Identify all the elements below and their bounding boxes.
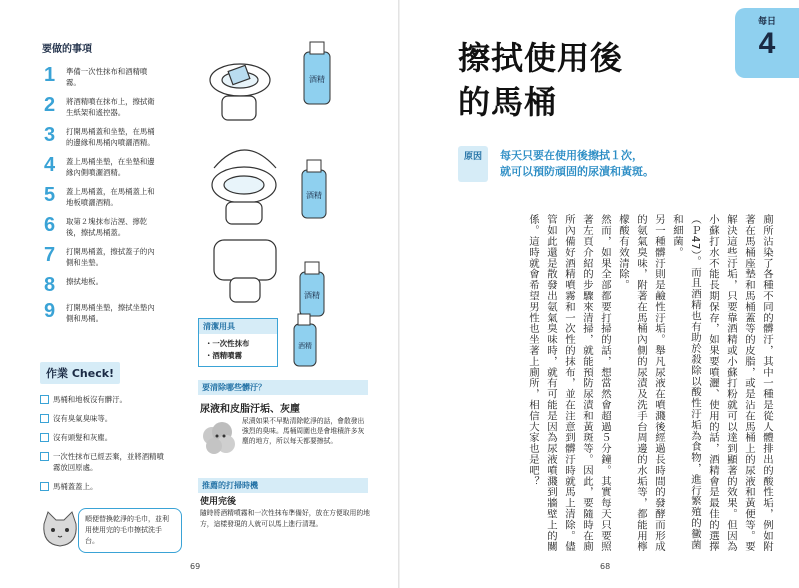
step-number: 5 — [44, 184, 56, 206]
toilet-illustration-3 — [214, 240, 276, 302]
step-text: 準備一次性抹布和酒精噴霧。 — [66, 67, 148, 87]
reason-text — [500, 148, 654, 180]
step-item — [44, 302, 162, 324]
tool-item: ・一次性抹布 — [205, 339, 250, 348]
dirt-description: 尿漬如果不早點清除乾淨的話，會散發出強烈的臭味。馬桶周圍也是會堆積許多灰塵的地方，所以每天都要擦拭。 — [242, 417, 365, 445]
page-number: 68 — [600, 562, 611, 571]
checkbox[interactable] — [40, 395, 49, 404]
step-item — [44, 186, 162, 208]
title-line: 的馬桶 — [458, 83, 558, 121]
day-number: 4 — [758, 27, 776, 60]
title-line: 擦拭使用後 — [458, 39, 624, 77]
timing-description: 隨時將酒精噴霧和一次性抹布準備好，放在方便取用的地方，這樣發現的人就可以馬上進行清理。 — [200, 509, 370, 528]
reason-line: 就可以預防頑固的尿漬和黃斑。 — [500, 165, 654, 178]
toilet-cleaning-illustration — [200, 40, 360, 320]
spray-bottle-icon — [284, 312, 324, 368]
step-number: 6 — [44, 214, 56, 236]
check-item-text: 沒有頭髮和灰塵。 — [53, 433, 113, 442]
reason-badge: 原因 — [458, 146, 488, 182]
spray-bottle-icon-3 — [300, 262, 324, 316]
dirt-heading: 要清除哪些髒汙？ — [198, 380, 368, 395]
reason-line: 每天只要在使用後擦拭１次， — [500, 149, 643, 162]
check-item-text: 馬桶和地板沒有髒汙。 — [53, 395, 127, 404]
timing-heading: 推薦的打掃時機 — [198, 478, 368, 493]
todo-heading: 要做的事項 — [42, 40, 92, 55]
step-text: 取第２塊抹布沾溼、擰乾後，擦拭馬桶蓋。 — [66, 217, 148, 237]
checkbox[interactable] — [40, 414, 49, 423]
step-item — [44, 126, 162, 148]
check-item — [40, 394, 170, 405]
tools-heading: 清潔用具 — [199, 319, 277, 334]
checkbox[interactable] — [40, 482, 49, 491]
tip-bubble: 順便替換乾淨的毛巾，並利用使用完的毛巾擦拭洗手台。 — [78, 508, 182, 553]
steps-list — [44, 66, 162, 332]
step-text: 蓋上馬桶蓋，在馬桶蓋上和地板噴灑酒精。 — [66, 187, 155, 207]
body-text — [456, 214, 776, 554]
spray-label: 酒精 — [306, 191, 322, 200]
step-item — [44, 96, 162, 118]
step-text: 蓋上馬桶坐墊，在坐墊和邊緣內側噴灑酒精。 — [66, 157, 155, 177]
step-text: 打開馬桶坐墊，擦拭坐墊內側和馬桶。 — [66, 303, 155, 323]
spray-label: 酒精 — [309, 75, 325, 84]
spray-bottle-icon-2 — [302, 160, 326, 218]
spray-label: 酒精 — [304, 291, 320, 300]
tools-list — [199, 334, 277, 366]
spray-label: 酒精 — [298, 342, 312, 350]
step-number: 1 — [44, 64, 56, 86]
step-text: 擦拭地板。 — [66, 277, 103, 286]
check-title: 作業 Check! — [40, 362, 120, 384]
body-paragraph: 另一種髒汙則是鹼性汙垢。舉凡尿液在噴濺後經過長時間的發酵而形成的氨氣臭味，附著在馬桶內側的尿漬及洗手台周邊的水垢等，都能用檸檬酸有效清除。 — [617, 214, 665, 552]
step-item — [44, 246, 162, 268]
check-item-text: 馬桶蓋蓋上。 — [53, 482, 98, 491]
check-item-text: 沒有臭氣臭味等。 — [53, 414, 113, 423]
step-item — [44, 66, 162, 88]
check-item — [40, 432, 170, 443]
check-item — [40, 481, 170, 492]
checkbox[interactable] — [40, 433, 49, 442]
dust-icon — [200, 418, 238, 458]
check-item-text: 一次性抹布已經丟棄，並將酒精噴霧放回原處。 — [53, 452, 164, 472]
check-section — [40, 362, 170, 500]
step-number: 7 — [44, 244, 56, 266]
toilet-illustration-1 — [210, 64, 270, 120]
body-paragraph: 然而，如果全部都要打掃的話，想當然會超過５分鐘。其實每天只要照著左頁介紹的步驟來清掃，就能預防尿漬和黃斑等。因此，要隨時在廁所內備好酒精噴霧和一次性的抹布，並在注意到髒汙時就馬上清除。儘管如此還是散發出氨氣臭味時，就有可能是因為尿液噴濺到牆壁上的關係。這時就會希望男性也坐著上廁所，相信大家也是吧？ — [527, 214, 611, 552]
step-number: 8 — [44, 274, 56, 296]
page-number: 69 — [190, 562, 201, 571]
cleaning-tools-box — [198, 318, 278, 367]
tool-item: ・酒精噴霧 — [205, 351, 242, 360]
step-text: 打開馬桶蓋，擦拭蓋子的內側和坐墊。 — [66, 247, 155, 267]
step-number: 3 — [44, 124, 56, 146]
step-item — [44, 156, 162, 178]
step-item — [44, 216, 162, 238]
spray-bottle-icon-1 — [304, 42, 330, 104]
step-number: 9 — [44, 300, 56, 322]
step-item — [44, 276, 162, 294]
step-text: 將酒精噴在抹布上，擦拭衛生紙架和遙控器。 — [66, 97, 155, 117]
step-number: 2 — [44, 94, 56, 116]
body-paragraph: 廁所沾染了各種不同的髒汙，其中一種是從人體排出的酸性垢，例如附著在馬桶座墊和馬桶蓋等的皮脂，或是沾在馬桶上的尿液和黃便等。要解決這些汙垢，只要靠酒精或小蘇打粉就可以達到顯著的效果。但因為小蘇打水不能長期保存，如果要噴灑、使用的話，酒精會是最佳的選擇（Ｐ47）。而且酒精也有助於殺除以酸性汙垢為食物，進行繁殖的黴菌和細菌。 — [671, 214, 773, 552]
dirt-title: 尿液和皮脂汙垢、灰塵 — [200, 404, 300, 415]
check-item — [40, 413, 170, 424]
check-item — [40, 451, 170, 473]
step-text: 打開馬桶蓋和坐墊，在馬桶的邊緣和馬桶內噴灑酒精。 — [66, 127, 155, 147]
day-label: 每日 — [757, 17, 776, 27]
timing-title: 使用完後 — [200, 497, 237, 507]
toilet-illustration-2 — [212, 150, 276, 224]
step-number: 4 — [44, 154, 56, 176]
checkbox[interactable] — [40, 452, 49, 461]
cat-icon — [38, 510, 80, 550]
page-title — [458, 36, 623, 124]
day-tab — [735, 8, 799, 78]
